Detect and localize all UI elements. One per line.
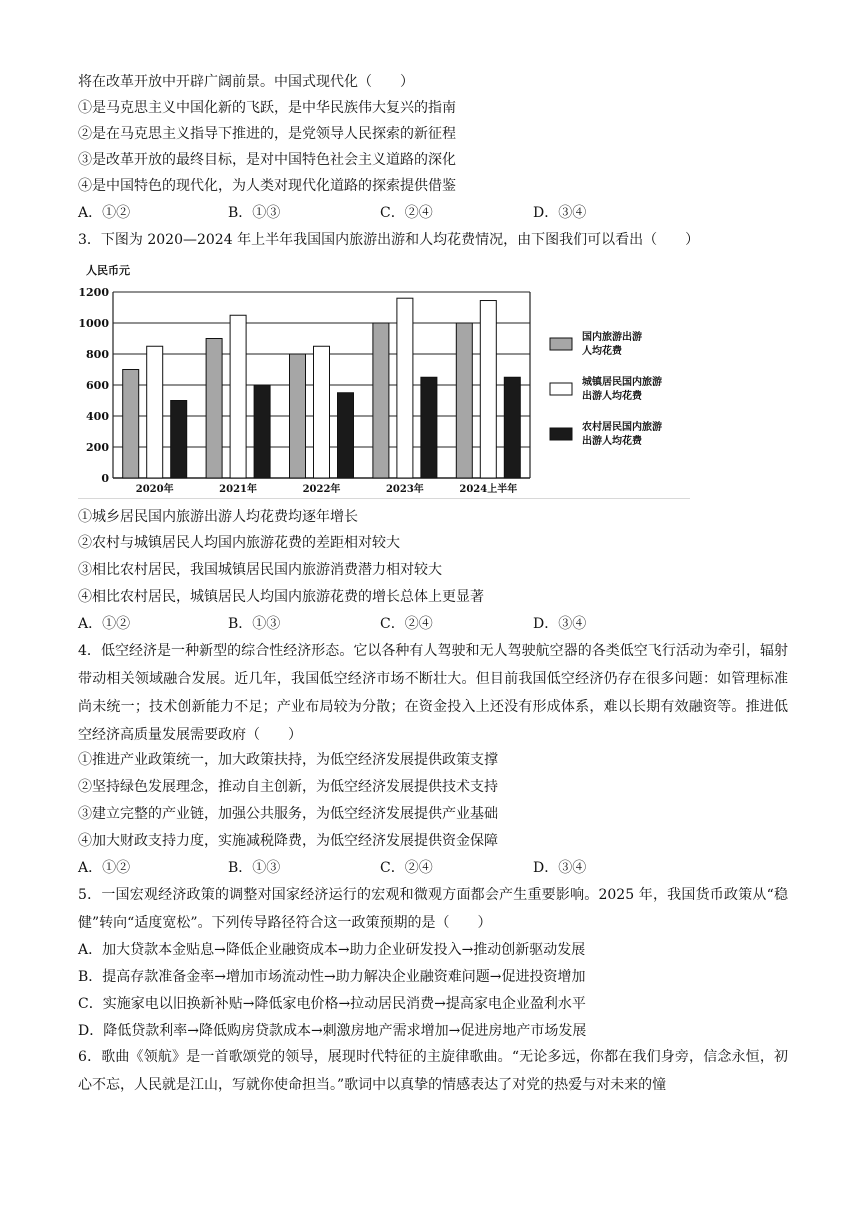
legend-label: 城镇居民国内旅游	[582, 377, 662, 388]
x-tick-label: 2022年	[302, 484, 341, 495]
q3-option-b[interactable]: B．①③	[228, 616, 281, 632]
bar	[456, 323, 472, 478]
q2-stem-end: 将在改革开放中开辟广阔前景。中国式现代化（ ）	[78, 74, 414, 90]
bar	[314, 346, 330, 478]
q4-item-2: ②坚持绿色发展理念，推动自主创新，为低空经济发展提供技术支持	[78, 779, 498, 795]
bar	[206, 339, 222, 479]
x-tick-label: 2020年	[135, 484, 174, 495]
y-axis-label: 人民币元	[86, 264, 130, 277]
legend-label: 出游人均花费	[582, 436, 642, 447]
x-tick-label: 2024上半年	[459, 484, 518, 495]
q4-option-d[interactable]: D．③④	[533, 860, 587, 876]
q2-item-1: ①是马克思主义中国化新的飞跃，是中华民族伟大复兴的指南	[78, 100, 456, 116]
bar	[290, 354, 306, 478]
bar	[421, 377, 437, 478]
legend-swatch	[550, 428, 572, 440]
q6-stem: 6．歌曲《领航》是一首歌颂党的领导，展现时代特征的主旋律歌曲。“无论多远，你都在我们身旁，信念永恒，初心不忘，人民就是江山，写就你使命担当。”歌词中以真挚的情感表达了对党的热爱与对未来的憧	[78, 1049, 788, 1093]
y-tick-label: 400	[86, 410, 109, 423]
bar	[123, 370, 139, 479]
q3-stem: 3．下图为 2020—2024 年上半年我国国内旅游出游和人均花费情况，由下图我们可以看出（ ）	[78, 232, 700, 248]
bar	[230, 315, 246, 478]
q4-item-3: ③建立完整的产业链，加强公共服务，为低空经济发展提供产业基础	[78, 806, 498, 822]
q2-item-3: ③是改革开放的最终目标，是对中国特色社会主义道路的深化	[78, 152, 456, 168]
q2-option-b[interactable]: B．①③	[228, 205, 281, 221]
bar	[171, 401, 187, 479]
y-tick-label: 1000	[78, 317, 109, 330]
q5-option-b[interactable]: B．提高存款准备金率→增加市场流动性→助力解决企业融资难问题→促进投资增加	[78, 969, 586, 985]
bar-chart	[78, 258, 690, 500]
legend-label: 农村居民国内旅游	[582, 422, 662, 433]
q3-option-d[interactable]: D．③④	[533, 616, 587, 632]
legend-swatch	[550, 338, 572, 350]
y-tick-label: 800	[86, 348, 109, 361]
q2-option-d[interactable]: D．③④	[533, 205, 587, 221]
x-tick-label: 2023年	[385, 484, 424, 495]
q2-option-c[interactable]: C．②④	[380, 205, 433, 221]
q3-option-c[interactable]: C．②④	[380, 616, 433, 632]
q4-option-c[interactable]: C．②④	[380, 860, 433, 876]
q3-item-1: ①城乡居民国内旅游出游人均花费均逐年增长	[78, 509, 358, 525]
q3-item-3: ③相比农村居民，我国城镇居民国内旅游消费潜力相对较大	[78, 562, 442, 578]
chart-divider	[78, 498, 690, 499]
bar	[373, 323, 389, 478]
q4-item-1: ①推进产业政策统一，加大政策扶持，为低空经济发展提供政策支撑	[78, 752, 498, 768]
legend-swatch	[550, 383, 572, 395]
y-tick-label: 0	[101, 472, 109, 485]
y-tick-label: 1200	[78, 286, 109, 299]
q5-stem: 5．一国宏观经济政策的调整对国家经济运行的宏观和微观方面都会产生重要影响。2025 年，我国货币政策从“稳健”转向“适度宽松”。下列传导路径符合这一政策预期的是（ ）	[78, 887, 788, 931]
q3-option-a[interactable]: A．①②	[78, 616, 131, 632]
q4-option-b[interactable]: B．①③	[228, 860, 281, 876]
bar	[147, 346, 163, 478]
q3-item-2: ②农村与城镇居民人均国内旅游花费的差距相对较大	[78, 535, 400, 551]
q4-item-4: ④加大财政支持力度，实施减税降费，为低空经济发展提供资金保障	[78, 833, 498, 849]
bar	[504, 377, 520, 478]
legend-label: 人均花费	[582, 346, 622, 357]
q5-option-a[interactable]: A．加大贷款本金贴息→降低企业融资成本→助力企业研发投入→推动创新驱动发展	[78, 942, 586, 958]
y-tick-label: 200	[86, 441, 109, 454]
q2-option-a[interactable]: A．①②	[78, 205, 131, 221]
q2-item-2: ②是在马克思主义指导下推进的，是党领导人民探索的新征程	[78, 126, 456, 142]
q3-item-4: ④相比农村居民，城镇居民人均国内旅游花费的增长总体上更显著	[78, 589, 484, 605]
bar	[397, 298, 413, 478]
bar	[338, 393, 354, 478]
y-tick-label: 600	[86, 379, 109, 392]
q5-option-c[interactable]: C．实施家电以旧换新补贴→降低家电价格→拉动居民消费→提高家电企业盈利水平	[78, 996, 586, 1012]
x-tick-label: 2021年	[219, 484, 258, 495]
q2-item-4: ④是中国特色的现代化，为人类对现代化道路的探索提供借鉴	[78, 178, 456, 194]
legend-label: 国内旅游出游	[582, 332, 642, 343]
q3-chart	[78, 258, 690, 500]
q4-stem: 4．低空经济是一种新型的综合性经济形态。它以各种有人驾驶和无人驾驶航空器的各类低空飞行活动为牵引，辐射带动相关领域融合发展。近几年，我国低空经济市场不断壮大。但目前我国低空经济仍存在很多问题：如管理标准尚未统一；技术创新能力不足；产业布局较为分散；在资金投入上还没有形成体系，难以长期有效融资等。推进低空经济高质量发展需要政府（ ）	[78, 643, 788, 743]
q5-option-d[interactable]: D．降低贷款利率→降低购房贷款成本→刺激房地产需求增加→促进房地产市场发展	[78, 1023, 587, 1039]
bar	[254, 385, 270, 478]
bar	[480, 301, 496, 478]
legend-label: 出游人均花费	[582, 391, 642, 402]
q4-option-a[interactable]: A．①②	[78, 860, 131, 876]
